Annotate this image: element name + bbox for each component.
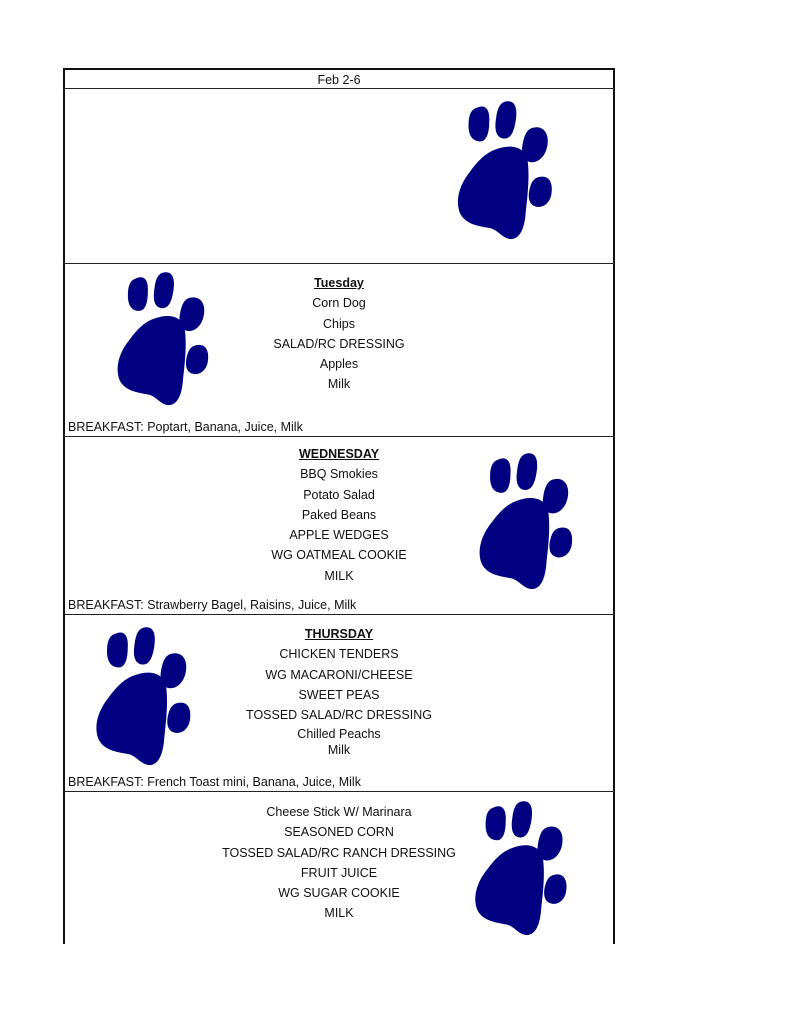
- menu-item: Milk: [327, 377, 351, 392]
- menu-item: Chips: [323, 316, 355, 331]
- breakfast-line: BREAKFAST: French Toast mini, Banana, Juice, Milk: [68, 775, 361, 789]
- menu-item: SALAD/RC DRESSING: [273, 336, 405, 351]
- menu-item: MILK: [324, 906, 354, 921]
- breakfast-line: BREAKFAST: Poptart, Banana, Juice, Milk: [68, 420, 303, 434]
- menu-item: Milk: [327, 743, 351, 758]
- menu-item: FRUIT JUICE: [300, 865, 378, 880]
- menu-item: Corn Dog: [312, 296, 366, 311]
- divider: [63, 791, 615, 792]
- menu-item: Paked Beans: [301, 507, 377, 522]
- menu-item: Potato Salad: [303, 487, 375, 502]
- menu-item: CHICKEN TENDERS: [279, 647, 399, 662]
- breakfast-line: BREAKFAST: Strawberry Bagel, Raisins, Juice, Milk: [68, 598, 357, 612]
- paw-print-icon: [443, 100, 569, 240]
- menu-item: WG OATMEAL COOKIE: [271, 548, 407, 563]
- tuesday-menu: [63, 273, 615, 395]
- day-label: THURSDAY: [304, 627, 374, 641]
- divider: [63, 263, 615, 264]
- menu-item: MILK: [324, 568, 354, 583]
- divider: [63, 436, 615, 437]
- week-header: [63, 68, 615, 89]
- menu-item: TOSSED SALAD/RC DRESSING: [246, 708, 432, 723]
- thursday-menu: [63, 624, 615, 759]
- menu-item: Chilled Peachs: [297, 727, 381, 742]
- paw-print-icon: [467, 452, 587, 590]
- paw-print-icon: [461, 800, 583, 936]
- menu-item: WG MACARONI/CHEESE: [265, 667, 413, 682]
- divider: [63, 88, 615, 89]
- menu-item: APPLE WEDGES: [289, 528, 389, 543]
- menu-item: BBQ Smokies: [300, 467, 378, 482]
- menu-item: TOSSED SALAD/RC RANCH DRESSING: [222, 845, 456, 860]
- menu-item: Apples: [319, 357, 359, 372]
- menu-item: WG SUGAR COOKIE: [278, 886, 400, 901]
- menu-item: SEASONED CORN: [284, 825, 394, 840]
- menu-item: SWEET PEAS: [298, 687, 380, 702]
- day-label: WEDNESDAY: [298, 447, 380, 461]
- divider: [63, 614, 615, 615]
- day-label: Tuesday: [314, 276, 364, 290]
- menu-sheet: [63, 68, 615, 944]
- menu-item: Cheese Stick W/ Marinara: [266, 805, 412, 819]
- week-label: Feb 2-6: [317, 73, 361, 87]
